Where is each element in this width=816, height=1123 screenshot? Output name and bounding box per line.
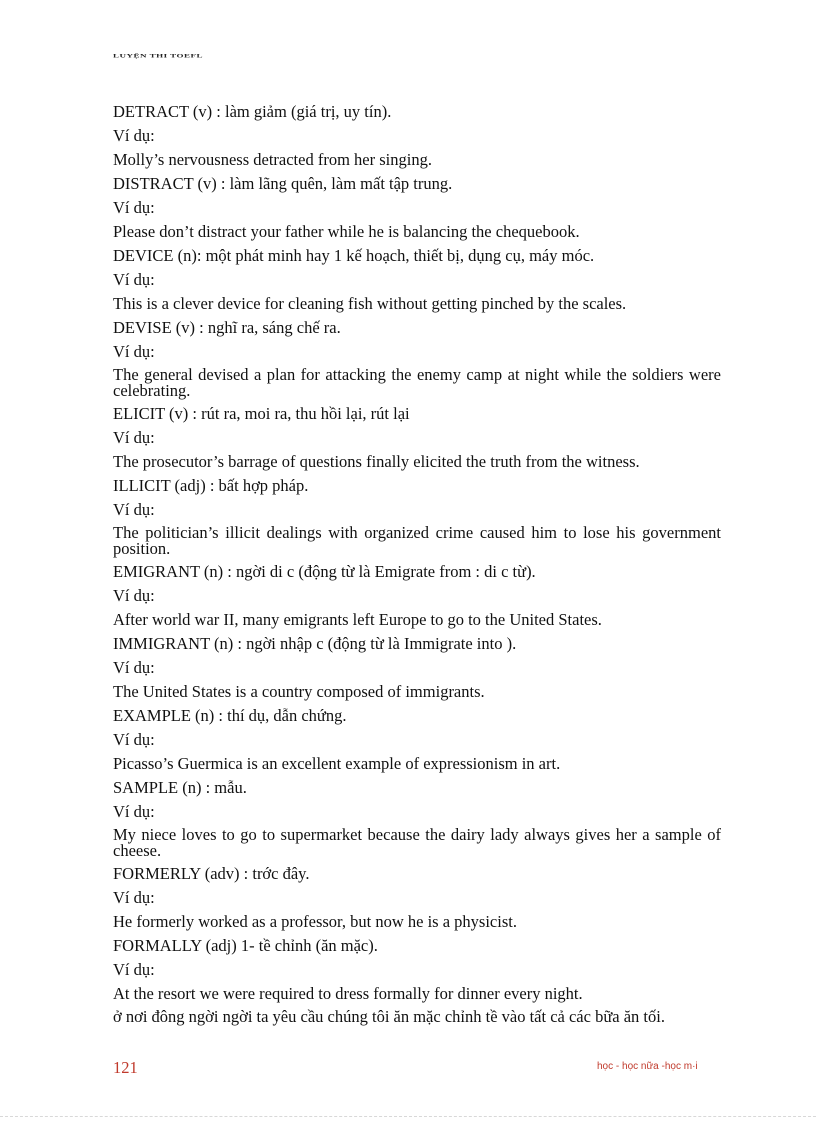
text-line-22: IMMIGRANT (n) : ngời nhập c (động từ là Immigrate into ). [113,634,517,653]
text-line-19: EMIGRANT (n) : ngời di c (động từ là Emigrate from : di c từ). [113,562,536,581]
text-line-27: Picasso’s Guermica is an excellent example of expressionism in art. [113,754,561,773]
text-line-2: Ví dụ: [113,126,155,145]
text-line-33: He formerly worked as a professor, but now he is a physicist. [113,912,517,931]
vocabulary-content [113,103,721,1031]
page-number: 121 [113,1058,138,1077]
text-line-17: Ví dụ: [113,500,155,519]
text-line-35: Ví dụ: [113,960,155,979]
text-line-12: The general devised a plan for attacking the enemy camp at night while the soldiers were celebrating. [113,365,721,400]
text-line-6: Please don’t distract your father while he is balancing the chequebook. [113,222,580,241]
text-line-30: My niece loves to go to supermarket because the dairy lady always gives her a sample of cheese. [113,825,721,860]
text-line-5: Ví dụ: [113,198,155,217]
text-line-10: DEVISE (v) : nghĩ ra, sáng chế ra. [113,318,341,337]
text-line-15: The prosecutor’s barrage of questions finally elicited the truth from the witness. [113,452,640,471]
text-line-32: Ví dụ: [113,888,155,907]
text-line-14: Ví dụ: [113,428,155,447]
text-line-16: ILLICIT (adj) : bất hợp pháp. [113,476,309,495]
text-line-7: DEVICE (n): một phát minh hay 1 kế hoạch, thiết bị, dụng cụ, máy móc. [113,246,595,265]
text-line-37: ở nơi đông ngời ngời ta yêu cầu chúng tôi ăn mặc chỉnh tề vào tất cả các bữa ăn tối. [113,1007,665,1026]
text-line-9: This is a clever device for cleaning fish without getting pinched by the scales. [113,294,627,313]
text-line-4: DISTRACT (v) : làm lãng quên, làm mất tập trung. [113,174,453,193]
text-line-8: Ví dụ: [113,270,155,289]
text-line-11: Ví dụ: [113,342,155,361]
text-line-36: At the resort we were required to dress formally for dinner every night. [113,984,583,1003]
text-line-34: FORMALLY (adj) 1- tề chỉnh (ăn mặc). [113,936,378,955]
footer-slogan: học - học nữa -học m·i [597,1061,698,1072]
text-line-21: After world war II, many emigrants left Europe to go to the United States. [113,610,602,629]
text-line-20: Ví dụ: [113,586,155,605]
text-line-1: DETRACT (v) : làm giảm (giá trị, uy tín). [113,102,392,121]
text-line-23: Ví dụ: [113,658,155,677]
text-line-31: FORMERLY (adv) : trớc đây. [113,864,310,883]
text-line-13: ELICIT (v) : rút ra, moi ra, thu hồi lại, rút lại [113,404,410,423]
text-line-3: Molly’s nervousness detracted from her singing. [113,150,432,169]
page-bottom-divider [0,1116,816,1117]
text-line-18: The politician’s illicit dealings with organized crime caused him to lose his government position. [113,523,721,558]
text-line-25: EXAMPLE (n) : thí dụ, dẫn chứng. [113,706,347,725]
running-header: LUYỆN THI TOEFL [113,53,204,59]
text-line-28: SAMPLE (n) : mẫu. [113,778,247,797]
text-line-29: Ví dụ: [113,802,155,821]
text-line-24: The United States is a country composed of immigrants. [113,682,485,701]
text-line-26: Ví dụ: [113,730,155,749]
